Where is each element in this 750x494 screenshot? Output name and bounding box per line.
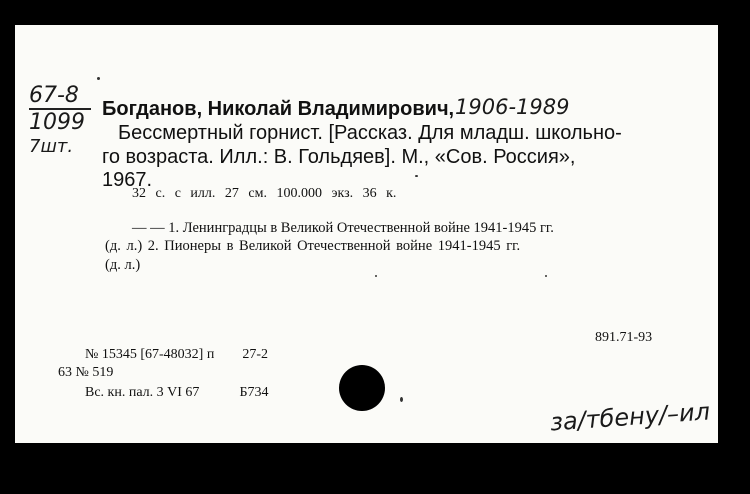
registry-line-2: 63 № 519 xyxy=(58,365,114,380)
registry-line-3 xyxy=(85,385,268,401)
title-line-3: 1967. xyxy=(102,169,153,191)
catalog-card xyxy=(15,25,718,443)
registry-line-1 xyxy=(85,347,268,363)
ink-speck xyxy=(415,175,418,177)
chamber-code: Б734 xyxy=(239,385,269,400)
call-number-line3: 7шт. xyxy=(29,136,74,157)
title-line-1: Бессмертный горнист. [Рассказ. Для младш. школьно- xyxy=(118,122,622,144)
classification-number: 891.71-93 xyxy=(595,330,653,345)
ink-speck xyxy=(375,275,377,277)
ink-speck xyxy=(97,77,100,80)
ink-speck xyxy=(545,275,547,277)
author-heading: Богданов, Николай Владимирович, xyxy=(102,98,455,120)
author-dates-handwritten: 1906-1989 xyxy=(455,95,570,119)
registry-code: 27-2 xyxy=(242,347,269,362)
handwritten-signature: за/тбену/–ил xyxy=(549,397,711,437)
physical-description: 32 с. с илл. 27 см. 100.000 экз. 36 к. xyxy=(132,186,397,201)
call-number xyxy=(29,85,91,158)
call-number-line2: 1099 xyxy=(29,110,85,135)
subject-line-3: (д. л.) xyxy=(105,257,141,273)
subject-line-2: (д. л.) 2. Пионеры в Великой Отечественной войне 1941-1945 гг. xyxy=(105,238,521,254)
chamber-date: Вс. кн. пал. 3 VI 67 xyxy=(85,385,200,400)
registry-number: № 15345 [67-48032] п xyxy=(85,347,215,362)
ink-speck xyxy=(400,397,403,402)
subject-line-1: — — 1. Ленинградцы в Великой Отечественной войне 1941-1945 гг. xyxy=(132,220,554,236)
call-number-line1: 67-8 xyxy=(29,85,91,110)
punch-hole xyxy=(339,365,385,411)
title-line-2: го возраста. Илл.: В. Гольдяев]. М., «Сов. Россия», xyxy=(102,146,576,168)
